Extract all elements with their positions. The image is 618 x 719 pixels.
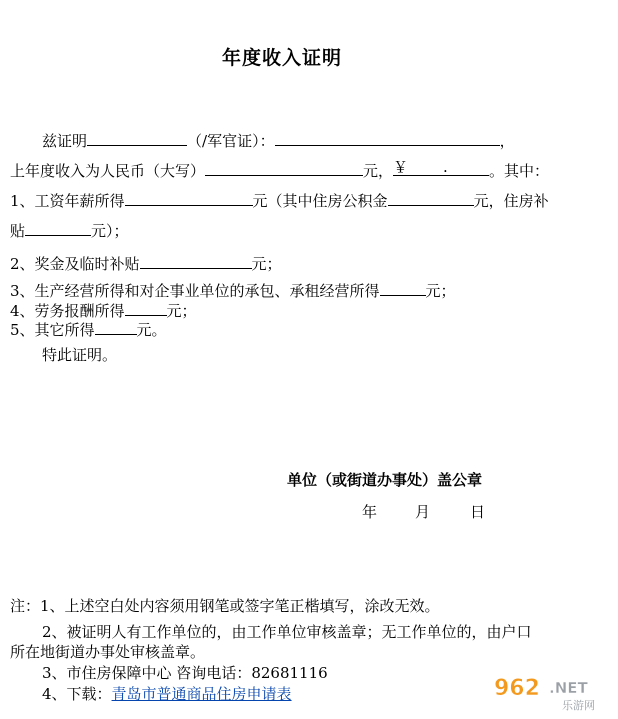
salary-label: 1、工资年薪所得 bbox=[10, 192, 125, 210]
note-4-label: 4、下载： bbox=[42, 685, 112, 703]
yen-sign: ￥ . bbox=[393, 160, 489, 176]
housing-fund-blank bbox=[388, 190, 474, 206]
total-income-end: 。其中： bbox=[489, 162, 550, 180]
other-end: 元。 bbox=[136, 321, 167, 339]
labor-line bbox=[10, 300, 197, 321]
watermark bbox=[494, 671, 612, 711]
total-income-words-blank bbox=[205, 160, 363, 176]
id-line bbox=[42, 130, 515, 151]
watermark-logo-icon bbox=[494, 671, 612, 711]
bonus-end: 元； bbox=[251, 255, 282, 273]
note-3: 3、市住房保障中心 咨询电话：82681116 bbox=[42, 664, 328, 682]
date-day: 日 bbox=[470, 503, 486, 521]
bonus-label: 2、奖金及临时补贴 bbox=[10, 255, 140, 273]
other-label: 5、其它所得 bbox=[10, 321, 95, 339]
id-number-blank bbox=[275, 130, 500, 146]
labor-blank bbox=[125, 300, 167, 316]
svg-text:.NET: .NET bbox=[549, 679, 588, 697]
labor-end: 元； bbox=[166, 302, 197, 320]
subsidy-blank bbox=[25, 220, 91, 236]
date-line bbox=[362, 502, 485, 522]
bonus-blank bbox=[140, 253, 252, 269]
subsidy-line bbox=[10, 220, 129, 241]
yuan-label: 元， bbox=[363, 162, 394, 180]
id-card-label: （/军官证）： bbox=[187, 132, 275, 150]
other-blank bbox=[95, 319, 137, 335]
date-year: 年 bbox=[362, 503, 378, 521]
svg-text:962: 962 bbox=[494, 676, 540, 701]
date-month: 月 bbox=[415, 503, 431, 521]
housing-fund-label: 元（其中住房公积金 bbox=[252, 192, 388, 210]
note-1: 注：1、上述空白处内容须用钢笔或签字笔正楷填写，涂改无效。 bbox=[10, 597, 440, 615]
subsidy-label: 贴 bbox=[10, 222, 26, 240]
labor-label: 4、劳务报酬所得 bbox=[10, 302, 125, 320]
business-end: 元； bbox=[425, 282, 456, 300]
document-title: 年度收入证明 bbox=[222, 47, 343, 69]
id-line-end: ， bbox=[499, 132, 515, 150]
bonus-line bbox=[10, 253, 282, 274]
note-2b: 所在地街道办事处审核盖章。 bbox=[10, 643, 206, 661]
total-income-line bbox=[10, 160, 549, 181]
svg-text:乐游网: 乐游网 bbox=[562, 699, 595, 711]
note-2a: 2、被证明人有工作单位的，由工作单位审核盖章；无工作单位的，由户口 bbox=[42, 623, 532, 641]
business-label: 3、生产经营所得和对企事业单位的承包、承租经营所得 bbox=[10, 282, 380, 300]
note-4 bbox=[42, 684, 292, 704]
total-income-label: 上年度收入为人民币（大写） bbox=[10, 162, 206, 180]
business-line bbox=[10, 280, 456, 301]
salary-blank bbox=[125, 190, 253, 206]
seal-label: 单位（或街道办事处）盖公章 bbox=[287, 471, 483, 489]
id-prefix: 兹证明 bbox=[42, 132, 88, 150]
business-blank bbox=[380, 280, 426, 296]
subsidy-end: 元）； bbox=[91, 222, 129, 240]
salary-line bbox=[10, 190, 549, 211]
housing-subsidy-label: 元，住房补 bbox=[473, 192, 549, 210]
certify-text: 特此证明。 bbox=[42, 346, 118, 364]
name-blank bbox=[87, 130, 187, 146]
other-line bbox=[10, 319, 167, 340]
download-link[interactable]: 青岛市普通商品住房申请表 bbox=[111, 685, 292, 703]
